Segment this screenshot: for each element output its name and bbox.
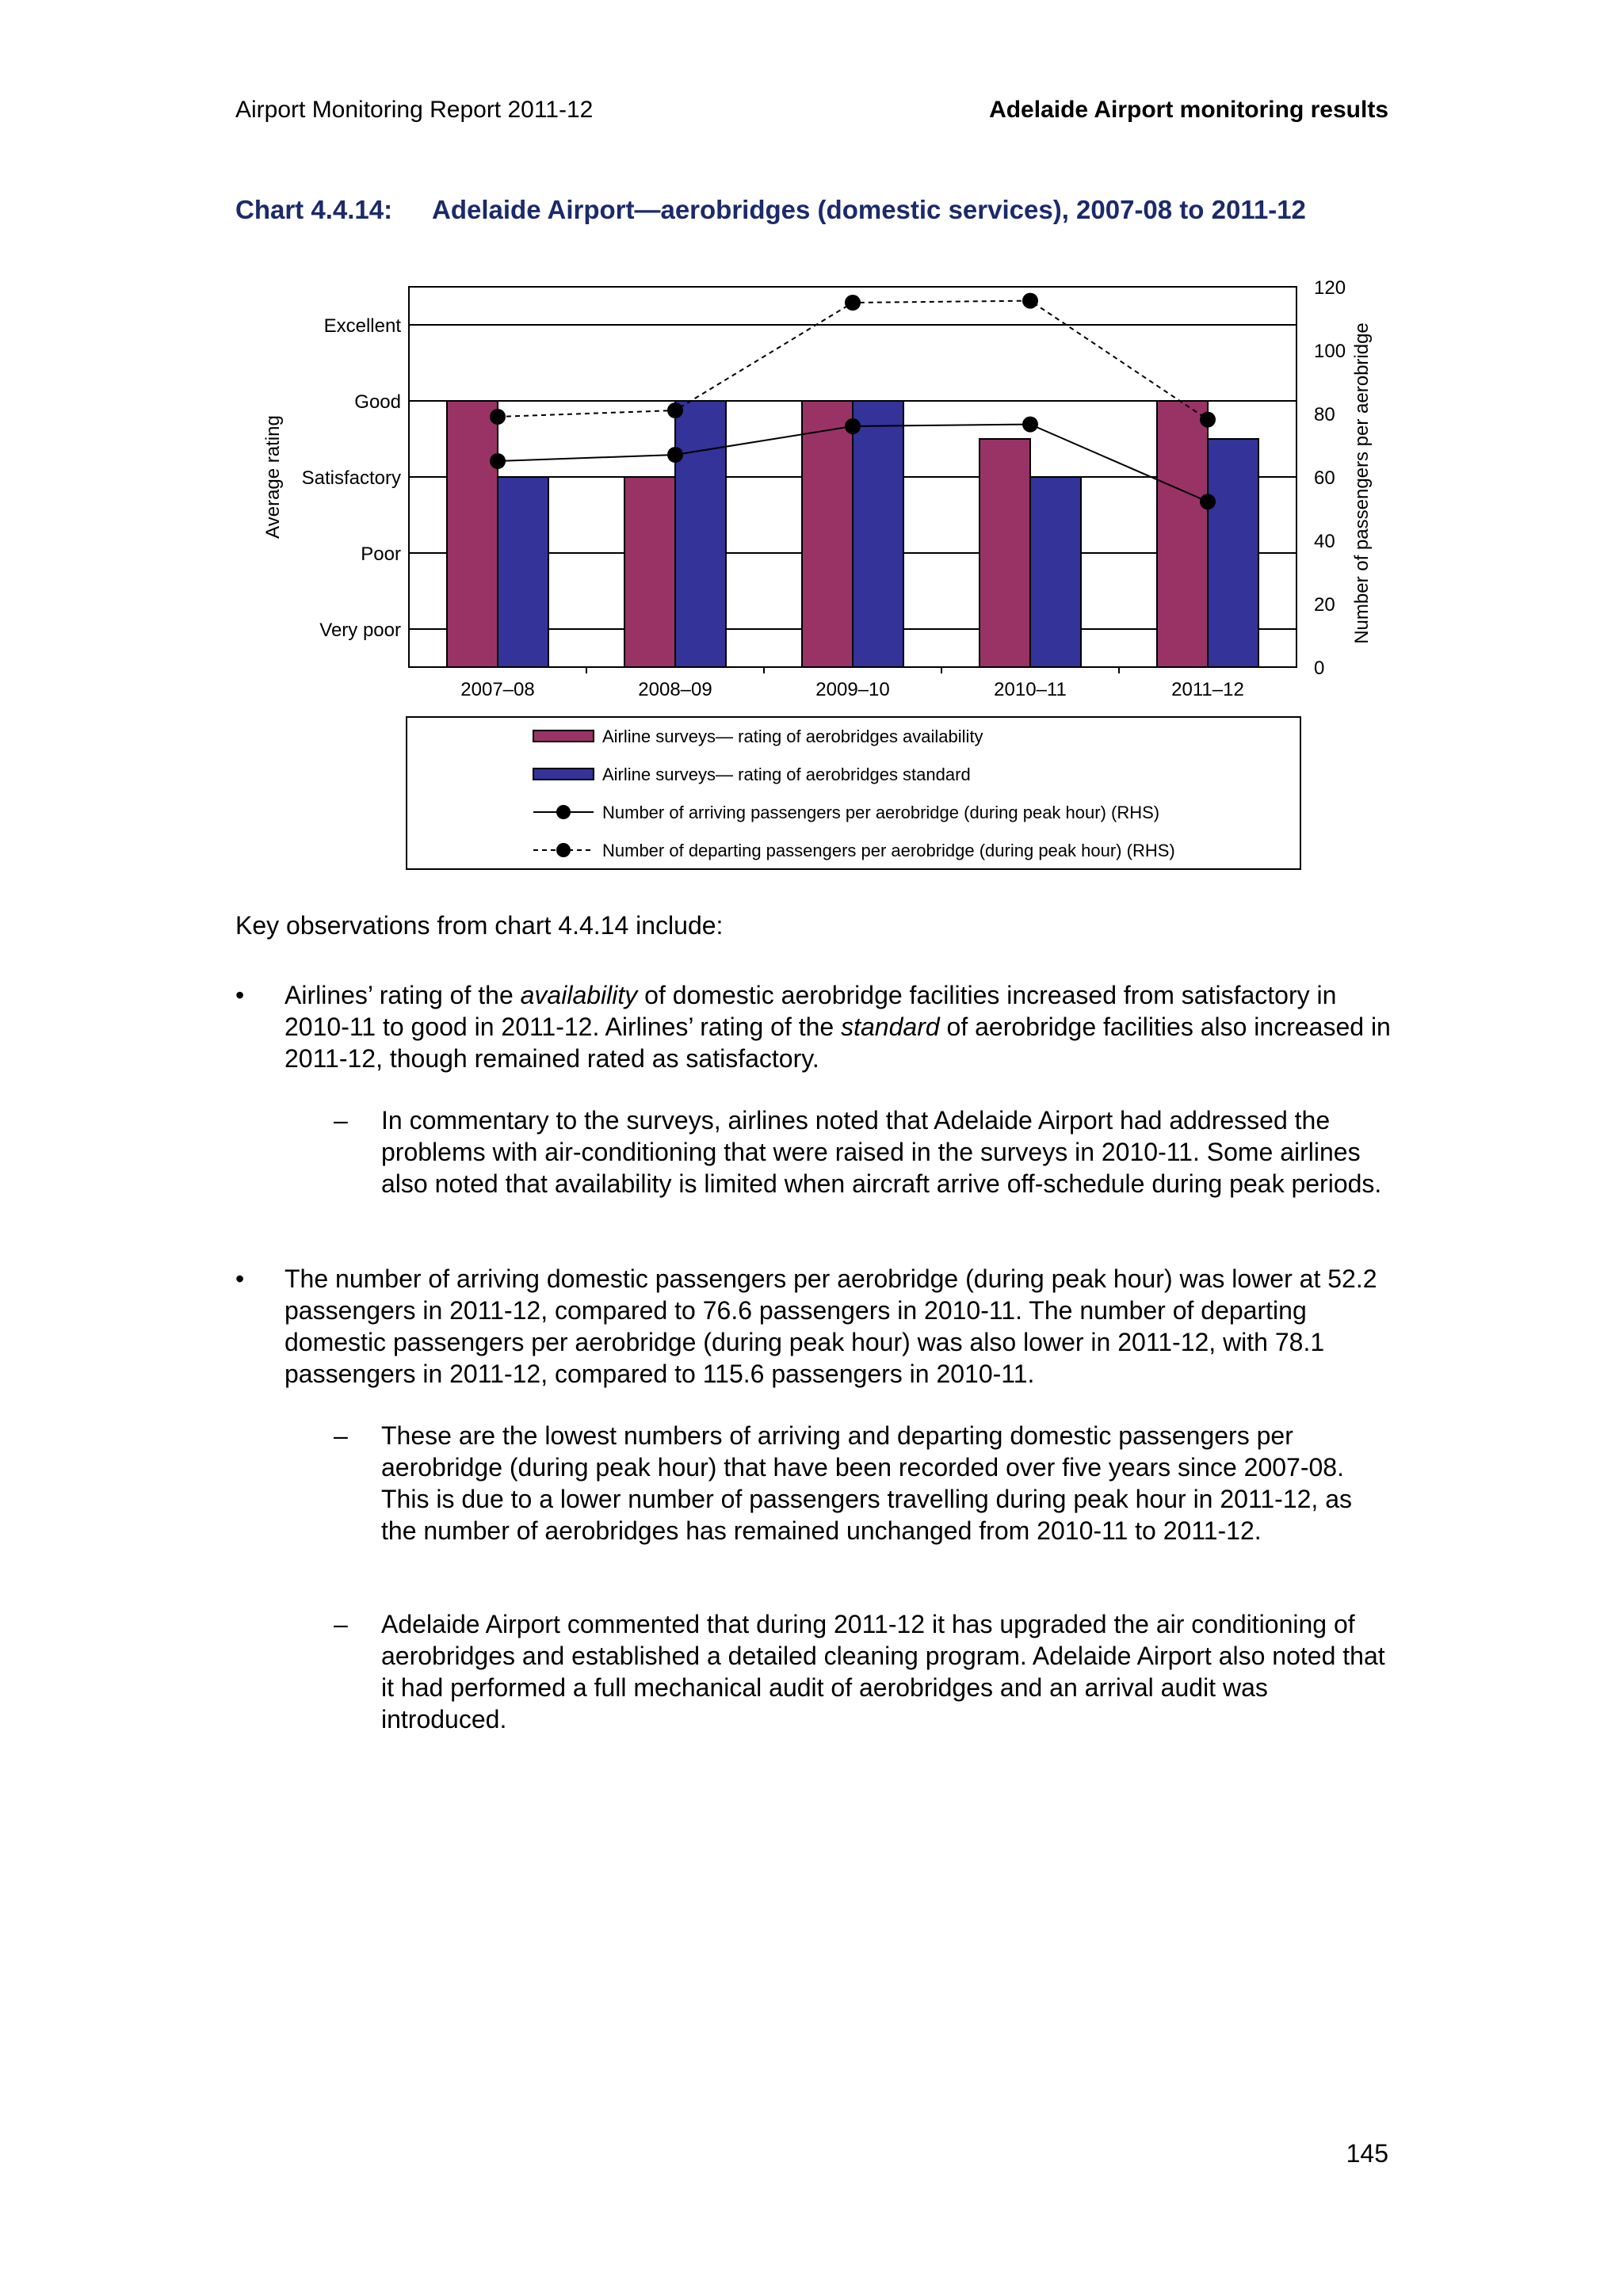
- bar-standard-0: [498, 477, 548, 667]
- departures-point-2: [845, 295, 861, 311]
- right-tick-label: 80: [1314, 404, 1335, 425]
- header-section-title: Adelaide Airport monitoring results: [989, 97, 1388, 123]
- dash-icon: –: [334, 1106, 348, 1135]
- dash-icon: –: [334, 1421, 348, 1450]
- right-tick-label: 40: [1314, 531, 1335, 552]
- departures-point-1: [667, 402, 683, 418]
- legend-marker-2: [556, 805, 571, 819]
- x-tick-label: 2009–10: [815, 679, 890, 700]
- left-tick-label: Satisfactory: [301, 467, 401, 489]
- subbullet-text-3: Adelaide Airport commented that during 2011-12 it has upgraded the air conditioning of aerobridges and established a detailed cleaning program. Adelaide Airport also noted that it had performed a full mechanical audit of aerobridges and an arrival audit was introduced.: [381, 1610, 1385, 1733]
- left-tick-label: Good: [354, 391, 401, 413]
- bullet-icon: •: [235, 1264, 245, 1293]
- chart-number: Chart 4.4.14:: [235, 195, 393, 224]
- header-report-title: Airport Monitoring Report 2011-12: [235, 97, 594, 123]
- bar-availability-1: [624, 477, 675, 667]
- subbullet-text-2: These are the lowest numbers of arriving and departing domestic passengers per aerobridge (during peak hour) that have been recorded over five years since 2007-08. This is due to a lower number of passengers travelling during peak hour in 2011-12, as the number of aerobridges has remained unchanged from 2010-11 to 2011-12.: [381, 1421, 1352, 1545]
- legend-swatch-0: [533, 730, 594, 742]
- arrivals-point-2: [845, 418, 861, 434]
- page-number: 145: [1346, 2139, 1388, 2168]
- x-tick-label: 2007–08: [460, 679, 535, 700]
- x-tick-label: 2010–11: [994, 679, 1067, 700]
- arrivals-point-3: [1022, 417, 1038, 433]
- chart-title-text: Adelaide Airport—aerobridges (domestic services), 2007-08 to 2011-12: [432, 195, 1306, 224]
- departures-point-4: [1200, 412, 1216, 428]
- departures-point-3: [1022, 293, 1038, 309]
- right-tick-label: 0: [1314, 658, 1325, 679]
- legend-label-3: Number of departing passengers per aerobridge (during peak hour) (RHS): [602, 841, 1175, 860]
- bar-availability-4: [1157, 401, 1208, 667]
- bar-standard-3: [1030, 477, 1081, 667]
- x-tick-label: 2008–09: [638, 679, 712, 700]
- emphasis-standard: standard: [841, 1013, 940, 1041]
- legend-label-0: Airline surveys— rating of aerobridges availability: [602, 727, 983, 746]
- bar-availability-2: [802, 401, 853, 667]
- legend-marker-3: [556, 843, 571, 857]
- observation-text-1: Airlines’ rating of the availability of domestic aerobridge facilities increased from satisfactory in 2010-11 to good in 2011-12. Airlines’ rating of the standard of aerobridge facilities also increased in 2011-12, though remained rated as satisfactory.: [285, 981, 1391, 1073]
- emphasis-availability: availability: [520, 981, 638, 1009]
- key-observations-intro: Key observations from chart 4.4.14 include:: [235, 911, 724, 940]
- bullet-icon: •: [235, 981, 245, 1009]
- legend-swatch-1: [533, 769, 594, 780]
- bar-availability-0: [447, 401, 498, 667]
- legend-label-2: Number of arriving passengers per aerobridge (during peak hour) (RHS): [602, 803, 1160, 822]
- right-tick-label: 20: [1314, 594, 1335, 616]
- right-tick-label: 120: [1314, 277, 1346, 299]
- observation-text-2: The number of arriving domestic passengers per aerobridge (during peak hour) was lower at 52.2 passengers in 2011-12, compared to 76.6 passengers in 2010-11. The number of departing domestic passengers per aerobridge (during peak hour) was also lower in 2011-12, with 78.1 passengers in 2011-12, compared to 115.6 passengers in 2010-11.: [285, 1264, 1377, 1388]
- right-tick-label: 100: [1314, 341, 1346, 362]
- bar-standard-4: [1208, 439, 1258, 667]
- bar-standard-2: [853, 401, 903, 667]
- chart: [0, 0, 1623, 887]
- left-axis-title: Average rating: [262, 415, 284, 539]
- x-tick-label: 2011–12: [1171, 679, 1244, 700]
- right-axis-title: Number of passengers per aerobridge: [1351, 322, 1373, 644]
- arrivals-point-0: [490, 453, 506, 469]
- subbullet-text-1: In commentary to the surveys, airlines noted that Adelaide Airport had addressed the problems with air-conditioning that were raised in the surveys in 2010-11. Some airlines also noted that availability is limited when aircraft arrive off-schedule during peak periods.: [381, 1106, 1382, 1198]
- left-tick-label: Excellent: [323, 315, 401, 337]
- left-tick-label: Poor: [361, 543, 401, 565]
- right-tick-label: 60: [1314, 467, 1335, 489]
- arrivals-point-1: [667, 447, 683, 463]
- bar-availability-3: [980, 439, 1030, 667]
- dash-icon: –: [334, 1610, 348, 1638]
- legend-label-1: Airline surveys— rating of aerobridges standard: [602, 765, 971, 784]
- arrivals-point-4: [1200, 494, 1216, 509]
- left-tick-label: Very poor: [319, 620, 401, 641]
- departures-point-0: [490, 409, 506, 425]
- bar-standard-1: [675, 401, 726, 667]
